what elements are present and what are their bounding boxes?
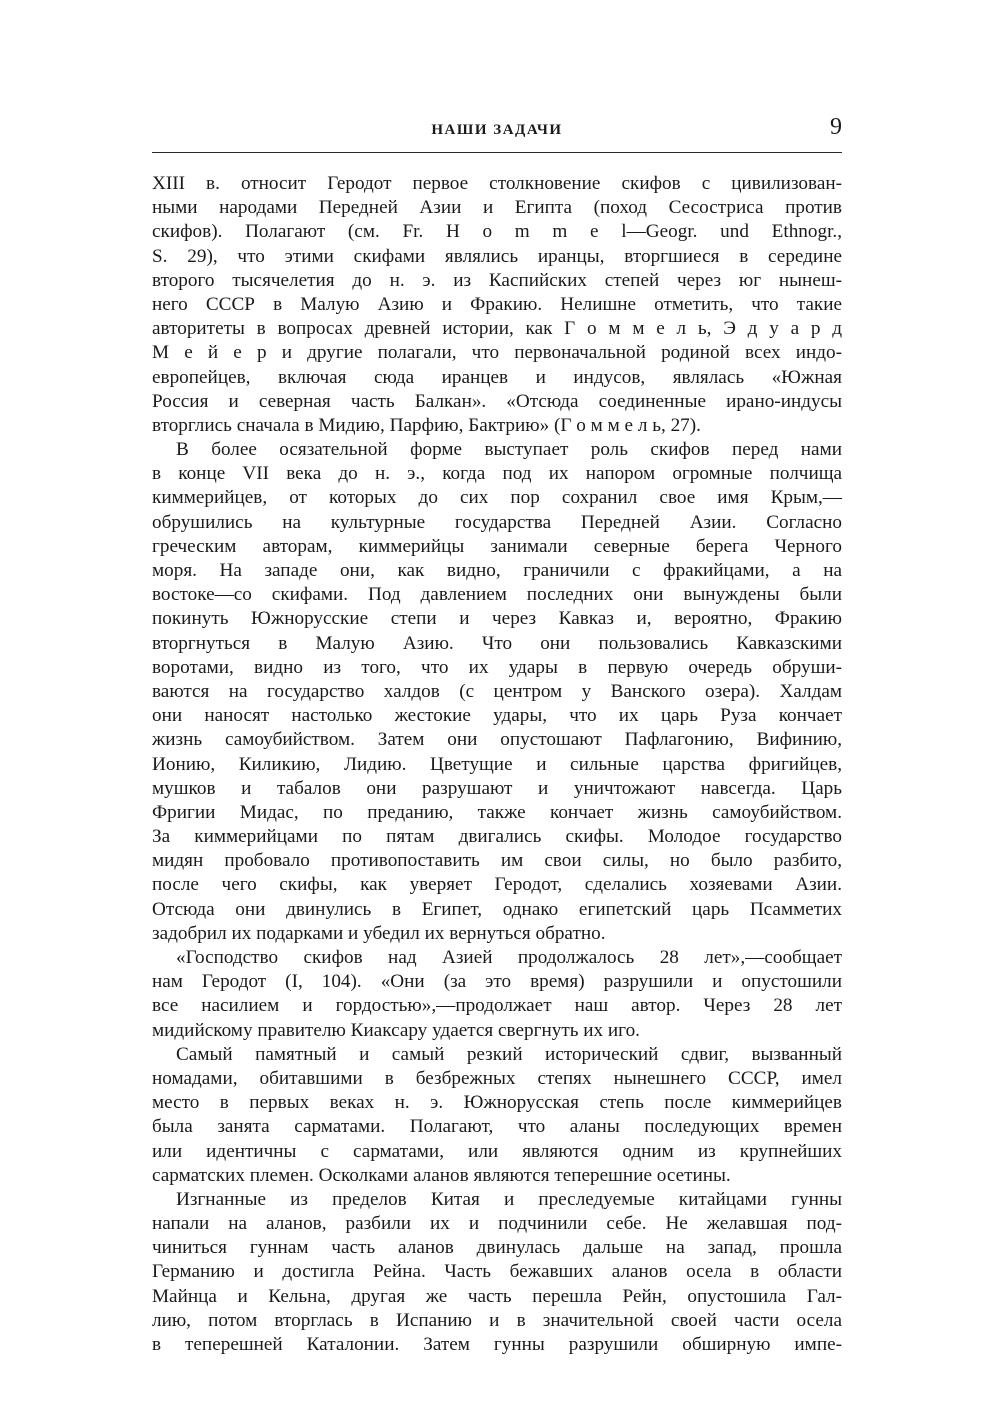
text-line: ваются на государство халдов (с центром у Ванского озера). Халдам — [152, 680, 842, 702]
running-title: НАШИ ЗАДАЧИ — [431, 122, 563, 138]
text-line: вторглись сначала в Мидию, Парфию, Бактрию» (Г о м м е л ь, 27). — [152, 414, 701, 436]
text-line: востоке—со скифами. Под давлением последних они вынуждены были — [152, 584, 842, 606]
text-line: место в первых веках н. э. Южнорусская степь после киммерийцев — [152, 1092, 842, 1114]
text-line: мушков и табалов они разрушают и уничтожают навсегда. Царь — [152, 777, 842, 799]
header-rule — [152, 152, 842, 153]
text-line: воротами, видно из того, что их удары в первую очередь обруши- — [152, 656, 842, 678]
text-line: S. 29), что этими скифами являлись иранцы, вторгшиеся в середине — [152, 245, 842, 267]
text-line: чиниться гуннам часть аланов двинулась дальше на запад, прошла — [152, 1237, 842, 1259]
text-line: номадами, обитавшими в безбрежных степях нынешнего СССР, имел — [152, 1067, 842, 1089]
text-line: Самый памятный и самый резкий исторический сдвиг, вызванный — [176, 1043, 842, 1065]
text-line: задобрил их подарками и убедил их вернуться обратно. — [152, 922, 606, 944]
text-line: М е й е р и другие полагали, что первоначальной родиной всех индо- — [152, 342, 842, 364]
text-line: напали на аланов, разбили их и подчинили себе. Не желавшая под- — [152, 1213, 842, 1235]
text-line: вторгнуться в Малую Азию. Что они пользовались Кавказскими — [152, 632, 842, 654]
text-line: Россия и северная часть Балкан». «Отсюда соединенные ирано-индусы — [152, 390, 842, 412]
text-line: авторитеты в вопросах древней истории, как Г о м м е л ь, Э д у а р д — [152, 318, 842, 340]
text-line: обрушились на культурные государства Передней Азии. Согласно — [152, 511, 842, 533]
text-line: греческим авторам, киммерийцы занимали северные берега Черного — [152, 535, 842, 557]
text-line: сарматских племен. Осколками аланов являются теперешние осетины. — [152, 1164, 731, 1186]
text-line: после чего скифы, как уверяет Геродот, сделались хозяевами Азии. — [152, 874, 842, 896]
text-line: ными народами Передней Азии и Египта (поход Сесостриса против — [152, 197, 842, 219]
text-line: лию, потом вторглась в Испанию и в значительной своей части осела — [152, 1309, 842, 1331]
text-line: В более осязательной форме выступает роль скифов перед нами — [176, 439, 842, 461]
text-line: в теперешней Каталонии. Затем гунны разрушили обширную импе- — [152, 1334, 842, 1355]
text-line: него СССР в Малую Азию и Фракию. Нелишне отметить, что такие — [152, 293, 842, 315]
text-line: моря. На западе они, как видно, граничили с фракийцами, а на — [152, 560, 842, 581]
text-line: Изгнанные из пределов Китая и преследуемые китайцами гунны — [176, 1188, 842, 1210]
text-line: Ионию, Киликию, Лидию. Цветущие и сильные царства фригийцев, — [152, 753, 842, 775]
text-line: европейцев, включая сюда иранцев и индусов, являлась «Южная — [152, 366, 842, 388]
text-line: в конце VII века до н. э., когда под их напором огромные полчища — [152, 463, 842, 485]
text-line: Германию и достигла Рейна. Часть бежавших аланов осела в области — [152, 1261, 842, 1283]
running-head — [152, 112, 842, 146]
text-line: Отсюда они двинулись в Египет, однако египетский царь Псамметих — [152, 898, 842, 920]
text-line: они наносят настолько жестокие удары, что их царь Руза кончает — [152, 705, 842, 727]
page-number: 9 — [830, 114, 842, 140]
text-line: нам Геродот (I, 104). «Они (за это время) разрушили и опустошили — [152, 971, 842, 993]
text-line: За киммерийцами по пятам двигались скифы. Молодое государство — [152, 826, 842, 848]
text-line: покинуть Южнорусские степи и через Кавказ и, вероятно, Фракию — [152, 608, 842, 630]
text-line: Майнца и Кельна, другая же часть перешла Рейн, опустошила Гал- — [152, 1285, 842, 1307]
text-line: «Господство скифов над Азией продолжалось 28 лет»,—сообщает — [176, 947, 842, 968]
text-line: скифов). Полагают (см. Fr. H o m m e l—Geogr. und Ethnogr., — [152, 221, 842, 243]
text-line: все насилием и гордостью»,—продолжает наш автор. Через 28 лет — [152, 995, 842, 1017]
text-line: XIII в. относит Геродот первое столкновение скифов с цивилизован- — [152, 173, 842, 194]
text-line: была занята сарматами. Полагают, что аланы последующих времен — [152, 1116, 842, 1138]
text-line: Фригии Мидас, по преданию, также кончает жизнь самоубийством. — [152, 801, 842, 823]
text-line: киммерийцев, от которых до сих пор сохранил свое имя Крым,— — [152, 487, 842, 509]
text-line: мидийскому правителю Киаксару удается свергнуть их иго. — [152, 1019, 640, 1041]
body-text — [152, 172, 842, 1357]
text-line: жизнь самоубийством. Затем они опустошают Пафлагонию, Вифинию, — [152, 729, 842, 751]
text-line: второго тысячелетия до н. э. из Каспийских степей через юг нынеш- — [152, 269, 842, 291]
text-line: мидян пробовало противопоставить им свои силы, но было разбито, — [152, 850, 842, 872]
text-line: или идентичны с сарматами, или являются одним из крупнейших — [152, 1140, 842, 1162]
